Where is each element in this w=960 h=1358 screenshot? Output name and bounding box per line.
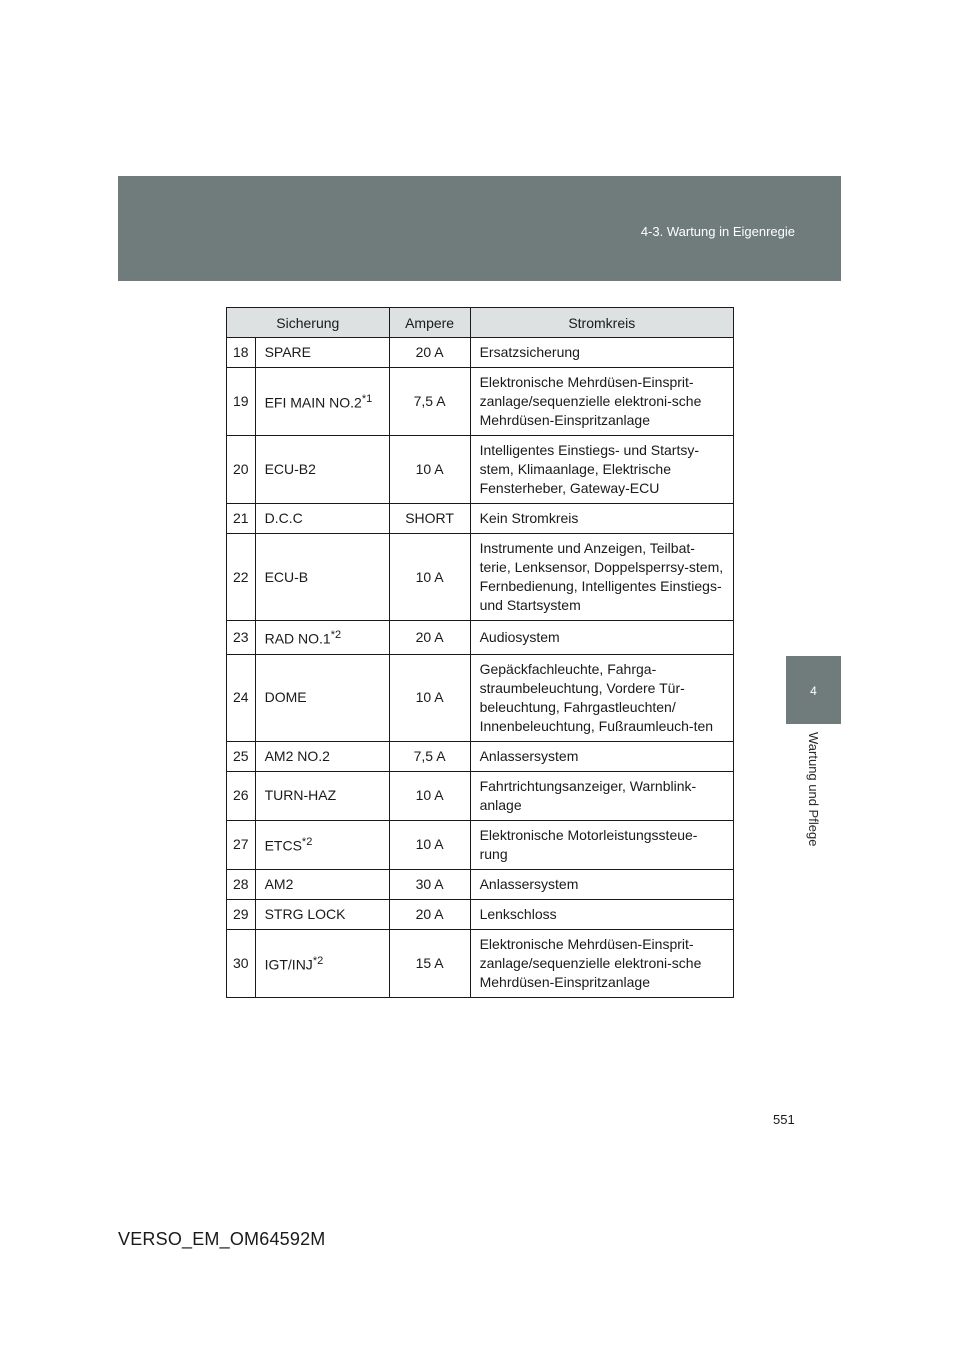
- fuse-name: [255, 869, 389, 899]
- fuse-circuit: Anlassersystem: [470, 741, 733, 771]
- fuse-ampere: 20 A: [389, 899, 470, 929]
- fuse-number: 18: [227, 338, 256, 368]
- table-row: [227, 534, 734, 621]
- fuse-name: [255, 820, 389, 869]
- fuse-number: 24: [227, 654, 256, 741]
- fuse-ampere: 7,5 A: [389, 368, 470, 436]
- chapter-header-band: [118, 176, 841, 281]
- fuse-name-text: AM2: [264, 875, 294, 892]
- fuse-ampere: 10 A: [389, 436, 470, 504]
- fuse-name-text: DOME: [264, 689, 307, 706]
- header-stromkreis: Stromkreis: [470, 308, 733, 338]
- fuse-name: [255, 654, 389, 741]
- fuse-circuit: Lenkschloss: [470, 899, 733, 929]
- table-row: [227, 899, 734, 929]
- fuse-name-text: EFI MAIN NO.2: [264, 394, 362, 411]
- fuse-ampere: 20 A: [389, 621, 470, 655]
- fuse-name: [255, 771, 389, 820]
- fuse-name: [255, 899, 389, 929]
- fuse-name: [255, 621, 389, 655]
- chapter-side-label: [786, 732, 841, 872]
- footnote-marker: *2: [312, 954, 324, 967]
- fuse-circuit: Instrumente und Anzeigen, Teilbat-terie, Lenksensor, Doppelsperrsy-stem, Fernbedienung, Intelligentes Einstiegs- und Startsystem: [470, 534, 733, 621]
- footnote-marker: *2: [301, 836, 313, 849]
- fuse-ampere: 15 A: [389, 929, 470, 997]
- fuse-ampere: SHORT: [389, 504, 470, 534]
- document-code: VERSO_EM_OM64592M: [118, 1229, 326, 1249]
- fuse-name-text: D.C.C: [264, 510, 303, 526]
- table-row: [227, 368, 734, 436]
- fuse-table: [226, 307, 734, 998]
- fuse-ampere: 10 A: [389, 534, 470, 621]
- fuse-name: [255, 741, 389, 771]
- fuse-name-text: AM2 NO.2: [264, 747, 330, 764]
- fuse-ampere: 10 A: [389, 771, 470, 820]
- fuse-name-text: TURN-HAZ: [264, 787, 337, 804]
- fuse-circuit: Anlassersystem: [470, 869, 733, 899]
- fuse-circuit: Fahrtrichtungsanzeiger, Warnblink-anlage: [470, 771, 733, 820]
- fuse-name: [255, 929, 389, 997]
- fuse-number: 20: [227, 436, 256, 504]
- fuse-name: [255, 504, 389, 534]
- fuse-ampere: 30 A: [389, 869, 470, 899]
- chapter-tab: [786, 656, 841, 724]
- fuse-name-text: SPARE: [264, 344, 312, 360]
- fuse-name: [255, 338, 389, 368]
- fuse-circuit: Elektronische Motorleistungssteue-rung: [470, 820, 733, 869]
- table-row: [227, 436, 734, 504]
- fuse-circuit: Audiosystem: [470, 621, 733, 655]
- page-number: 551: [773, 1112, 795, 1127]
- header-sicherung: Sicherung: [227, 308, 390, 338]
- chapter-number: 4: [810, 684, 817, 698]
- fuse-name-text: RAD NO.1: [264, 630, 331, 647]
- fuse-number: 25: [227, 741, 256, 771]
- table-row: [227, 869, 734, 899]
- fuse-name-text: IGT/INJ: [264, 956, 313, 973]
- footnote-marker: *1: [361, 393, 373, 406]
- fuse-number: 30: [227, 929, 256, 997]
- fuse-ampere: 7,5 A: [389, 741, 470, 771]
- table-row: [227, 621, 734, 655]
- fuse-ampere: 10 A: [389, 654, 470, 741]
- fuse-ampere: 10 A: [389, 820, 470, 869]
- fuse-ampere: 20 A: [389, 338, 470, 368]
- table-row: [227, 741, 734, 771]
- fuse-name-text: ETCS: [264, 837, 302, 854]
- fuse-name-text: ECU-B: [264, 568, 309, 585]
- fuse-number: 21: [227, 504, 256, 534]
- fuse-name: [255, 368, 389, 436]
- fuse-number: 19: [227, 368, 256, 436]
- fuse-number: 22: [227, 534, 256, 621]
- fuse-name-text: ECU-B2: [264, 461, 316, 477]
- chapter-label: Wartung und Pflege: [806, 732, 821, 847]
- fuse-number: 28: [227, 869, 256, 899]
- fuse-name: [255, 436, 389, 504]
- table-row: [227, 820, 734, 869]
- fuse-number: 29: [227, 899, 256, 929]
- fuse-circuit: Ersatzsicherung: [470, 338, 733, 368]
- footnote-marker: *2: [330, 629, 342, 641]
- fuse-circuit: Kein Stromkreis: [470, 504, 733, 534]
- fuse-name-text: STRG LOCK: [264, 905, 346, 922]
- fuse-circuit: Intelligentes Einstiegs- und Startsy-stem, Klimaanlage, Elektrische Fensterheber, Gateway-ECU: [470, 436, 733, 504]
- table-row: [227, 504, 734, 534]
- header-ampere: Ampere: [389, 308, 470, 338]
- fuse-circuit: Elektronische Mehrdüsen-Einsprit-zanlage/sequenzielle elektroni-sche Mehrdüsen-Einspritzanlage: [470, 929, 733, 997]
- section-title: 4-3. Wartung in Eigenregie: [640, 224, 795, 239]
- fuse-circuit: Gepäckfachleuchte, Fahrga-straumbeleuchtung, Vordere Tür-beleuchtung, Fahrgastleuchten/ Innenbeleuchtung, Fußraumleuch-ten: [470, 654, 733, 741]
- fuse-number: 23: [227, 621, 256, 655]
- fuse-circuit: Elektronische Mehrdüsen-Einsprit-zanlage/sequenzielle elektroni-sche Mehrdüsen-Einspritzanlage: [470, 368, 733, 436]
- table-row: [227, 654, 734, 741]
- fuse-number: 26: [227, 771, 256, 820]
- fuse-name: [255, 534, 389, 621]
- table-header-row: [227, 308, 734, 338]
- table-row: [227, 929, 734, 997]
- table-row: [227, 338, 734, 368]
- table-row: [227, 771, 734, 820]
- fuse-number: 27: [227, 820, 256, 869]
